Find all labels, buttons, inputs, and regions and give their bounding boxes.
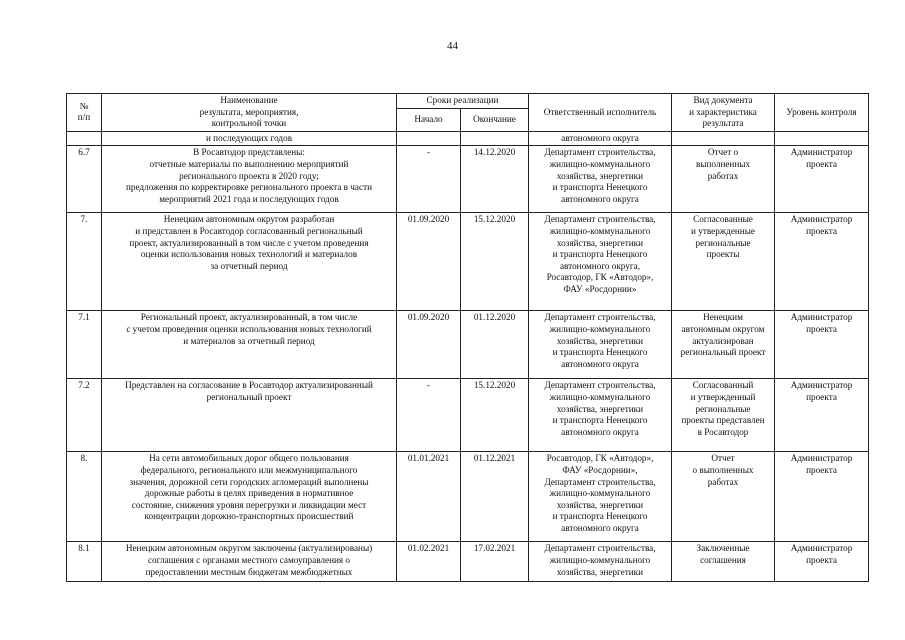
table-row [67,379,869,452]
row-end-date: 15.12.2020 [461,213,529,311]
row-control-level: Администратор проекта [775,146,869,213]
row-end-date: 01.12.2020 [461,311,529,379]
row-start-date: - [397,146,461,213]
header-name: Наименование результата, мероприятия, контрольной точки [102,94,397,132]
row-start-date [397,131,461,146]
row-name: Ненецким автономным округом разработан и представлен в Росавтодор согласованный региональный проект, актуализированный в том числе с учетом проведения оценки использования новых технологий и материалов за отчетный период [102,213,397,311]
row-end-date: 17.02.2021 [461,542,529,582]
row-end-date: 14.12.2020 [461,146,529,213]
row-end-date: 15.12.2020 [461,379,529,452]
row-document: Отчет о выполненных работах [672,146,775,213]
table-row [67,146,869,213]
row-number: 8. [67,452,102,542]
row-start-date: 01.02.2021 [397,542,461,582]
row-end-date [461,131,529,146]
row-control-level: Администратор проекта [775,311,869,379]
row-name: и последующих годов [102,131,397,146]
row-control-level: Администратор проекта [775,213,869,311]
row-executor: Росавтодор, ГК «Автодор», ФАУ «Росдорнии», Департамент строительства, жилищно-коммунального хозяйства, энергетики и транспорта Ненецкого автономного округа [529,452,672,542]
header-control: Уровень контроля [775,94,869,132]
row-document: Заключенные соглашения [672,542,775,582]
header-end: Окончание [461,109,529,132]
row-number: 7.1 [67,311,102,379]
row-document: Ненецким автономным округом актуализирован региональный проект [672,311,775,379]
row-number [67,131,102,146]
row-name: Региональный проект, актуализированный, в том числе с учетом проведения оценки использования новых технологий и материалов за отчетный период [102,311,397,379]
row-control-level: Администратор проекта [775,379,869,452]
row-end-date: 01.12.2021 [461,452,529,542]
table-row [67,131,869,146]
row-executor: автономного округа [529,131,672,146]
row-document: Отчет о выполненных работах [672,452,775,542]
header-doc: Вид документа и характеристика результата [672,94,775,132]
activity-table [66,93,869,582]
table-row [67,452,869,542]
row-start-date: 01.09.2020 [397,213,461,311]
row-name: Ненецким автономным округом заключены (актуализированы) соглашения с органами местного самоуправления о предоставлении местным бюджетам межбюджетных [102,542,397,582]
row-executor: Департамент строительства, жилищно-коммунального хозяйства, энергетики и транспорта Ненецкого автономного округа, Росавтодор, ГК «Автодор», ФАУ «Росдорнии» [529,213,672,311]
header-num: № п/п [67,94,102,132]
row-start-date: 01.09.2020 [397,311,461,379]
row-number: 7.2 [67,379,102,452]
row-executor: Департамент строительства, жилищно-коммунального хозяйства, энергетики и транспорта Ненецкого автономного округа [529,146,672,213]
row-number: 6.7 [67,146,102,213]
row-executor: Департамент строительства, жилищно-коммунального хозяйства, энергетики и транспорта Ненецкого автономного округа [529,379,672,452]
row-name: Представлен на согласование в Росавтодор актуализированный региональный проект [102,379,397,452]
row-control-level [775,131,869,146]
header-terms: Сроки реализации [397,94,529,109]
page-number: 44 [447,40,458,52]
header-start: Начало [397,109,461,132]
row-number: 8.1 [67,542,102,582]
row-document [672,131,775,146]
row-name: На сети автомобильных дорог общего пользования федерального, регионального или межмуниципального значения, дорожной сети городских агломераций выполнены дорожные работы в целях приведения в нормативное состояние, снижения уровня перегрузки и ликвидации мест концентрации дорожно-транспортных происшествий [102,452,397,542]
row-control-level: Администратор проекта [775,542,869,582]
row-number: 7. [67,213,102,311]
table-row [67,542,869,582]
row-document: Согласованные и утвержденные региональные проекты [672,213,775,311]
table-row [67,213,869,311]
row-executor: Департамент строительства, жилищно-коммунального хозяйства, энергетики и транспорта Ненецкого автономного округа [529,311,672,379]
row-start-date: 01.01.2021 [397,452,461,542]
header-executor: Ответственный исполнитель [529,94,672,132]
row-executor: Департамент строительства, жилищно-коммунального хозяйства, энергетики [529,542,672,582]
row-name: В Росавтодор представлены: отчетные материалы по выполнению мероприятий регионального проекта в 2020 году; предложения по корректировке регионального проекта в части мероприятий 2021 года и последующих годов [102,146,397,213]
table-row [67,311,869,379]
row-document: Согласованный и утвержденный региональные проекты представлен в Росавтодор [672,379,775,452]
row-start-date: - [397,379,461,452]
row-control-level: Администратор проекта [775,452,869,542]
